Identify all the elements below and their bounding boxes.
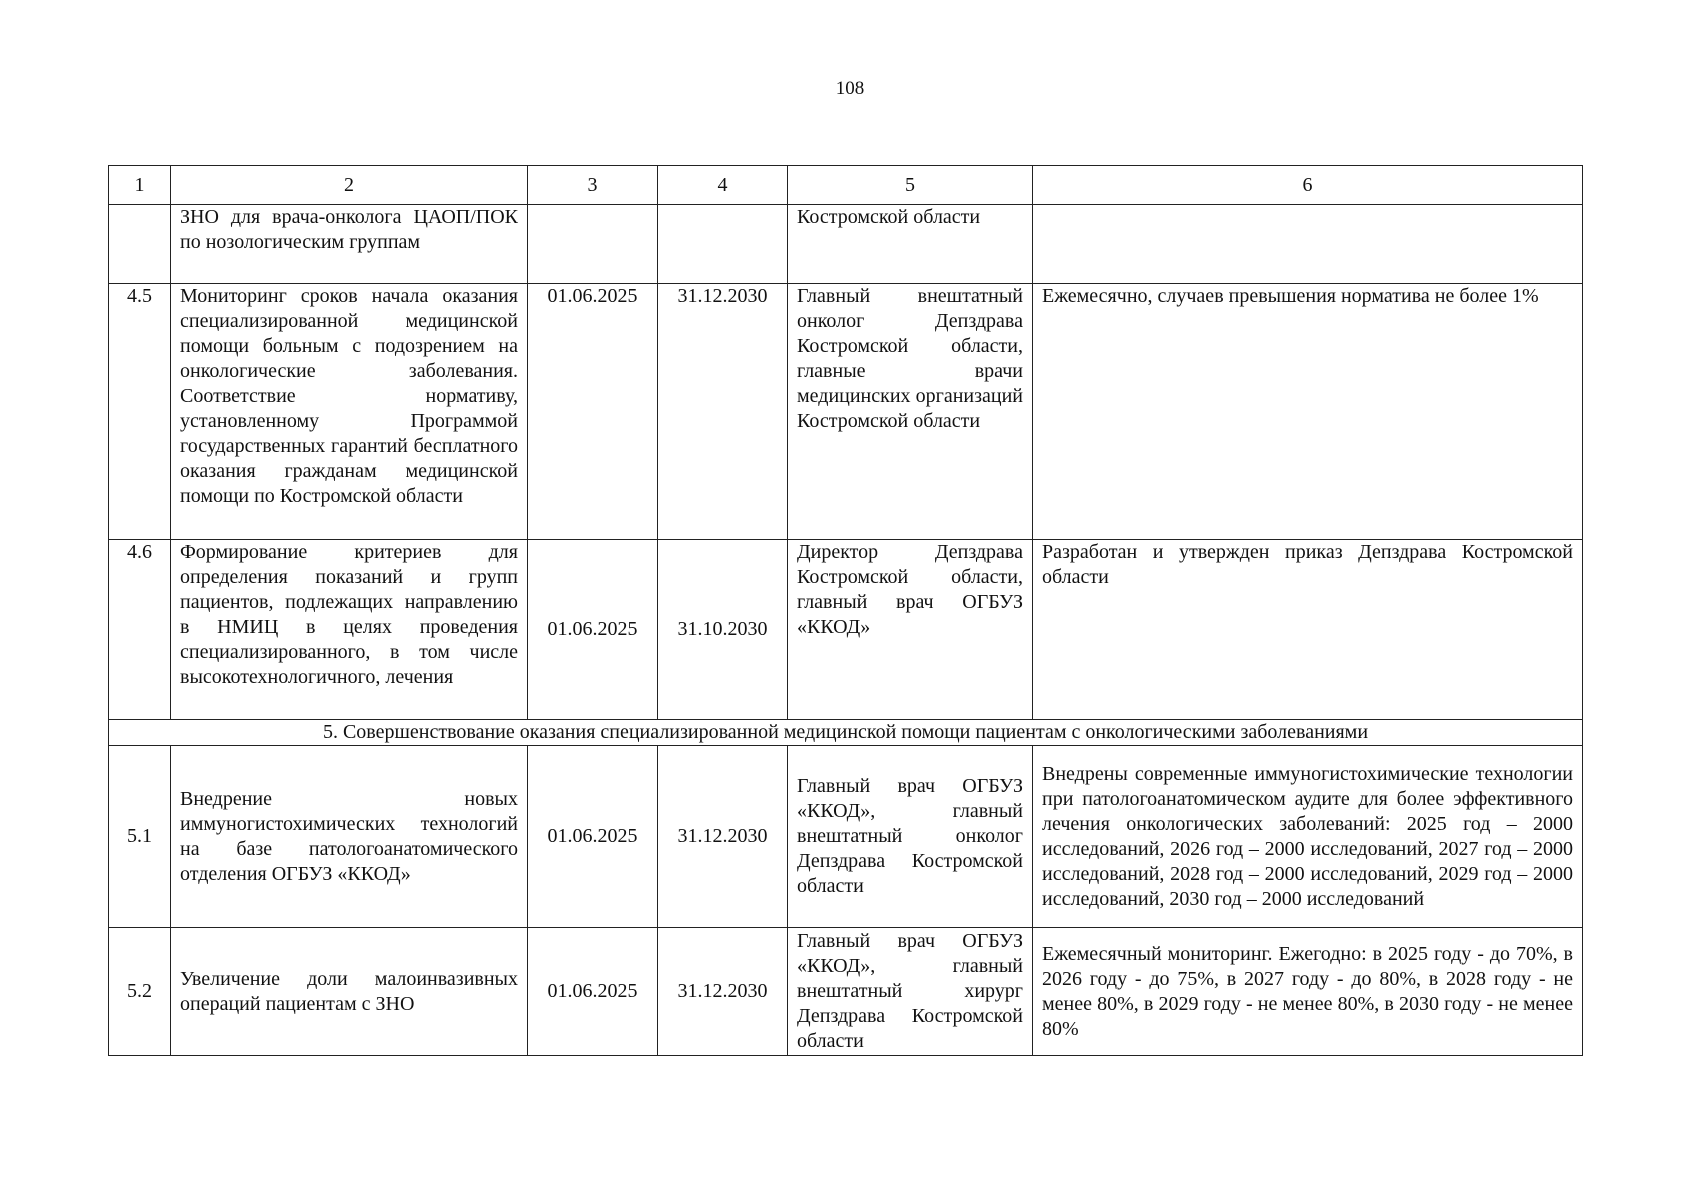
task-cell: ЗНО для врача-онколога ЦАОП/ПОК по нозологическим группам bbox=[171, 205, 528, 284]
table-row bbox=[109, 205, 1583, 284]
row-number: 5.2 bbox=[109, 928, 171, 1056]
end-date-cell: 31.12.2030 bbox=[658, 928, 788, 1056]
task-cell: Внедрение новых иммуногистохимических технологий на базе патологоанатомического отделения ОГБУЗ «ККОД» bbox=[171, 746, 528, 928]
end-date-cell: 31.12.2030 bbox=[658, 284, 788, 540]
column-header: 2 bbox=[171, 166, 528, 205]
result-cell bbox=[1033, 205, 1583, 284]
responsible-cell: Главный внештатный онколог Депздрава Костромской области, главные врачи медицинских организаций Костромской области bbox=[788, 284, 1033, 540]
start-date-cell bbox=[528, 205, 658, 284]
row-number: 4.6 bbox=[109, 540, 171, 720]
responsible-cell: Главный врач ОГБУЗ «ККОД», главный внештатный онколог Депздрава Костромской области bbox=[788, 746, 1033, 928]
table-row bbox=[109, 746, 1583, 928]
result-cell: Внедрены современные иммуногистохимические технологии при патологоанатомическом аудите для более эффективного лечения онкологических заболеваний: 2025 год – 2000 исследований, 2026 год – 2000 исследований, 2027 год – 2000 исследований, 2028 год – 2000 исследований, 2029 год – 2000 исследований, 2030 год – 2000 исследований bbox=[1033, 746, 1583, 928]
result-cell: Разработан и утвержден приказ Депздрава Костромской области bbox=[1033, 540, 1583, 720]
row-number bbox=[109, 205, 171, 284]
section-title: 5. Совершенствование оказания специализированной медицинской помощи пациентам с онкологическими заболеваниями bbox=[109, 720, 1583, 746]
end-date-cell: 31.12.2030 bbox=[658, 746, 788, 928]
page-number: 108 bbox=[835, 78, 865, 99]
start-date-cell: 01.06.2025 bbox=[528, 928, 658, 1056]
column-header: 3 bbox=[528, 166, 658, 205]
section-row bbox=[109, 720, 1583, 746]
column-header: 1 bbox=[109, 166, 171, 205]
column-header: 5 bbox=[788, 166, 1033, 205]
responsible-cell: Директор Депздрава Костромской области, главный врач ОГБУЗ «ККОД» bbox=[788, 540, 1033, 720]
end-date-cell bbox=[658, 205, 788, 284]
result-cell: Ежемесячный мониторинг. Ежегодно: в 2025 году - до 70%, в 2026 году - до 75%, в 2027 году - до 80%, в 2028 году - не менее 80%, в 2029 году - не менее 80%, в 2030 году - не менее 80% bbox=[1033, 928, 1583, 1056]
column-header: 4 bbox=[658, 166, 788, 205]
start-date-cell: 01.06.2025 bbox=[528, 284, 658, 540]
responsible-cell: Костромской области bbox=[788, 205, 1033, 284]
result-cell: Ежемесячно, случаев превышения норматива не более 1% bbox=[1033, 284, 1583, 540]
end-date-cell: 31.10.2030 bbox=[658, 540, 788, 720]
column-number-row bbox=[109, 166, 1583, 205]
start-date-cell: 01.06.2025 bbox=[528, 540, 658, 720]
table-row bbox=[109, 540, 1583, 720]
table-row bbox=[109, 284, 1583, 540]
start-date-cell: 01.06.2025 bbox=[528, 746, 658, 928]
plan-table bbox=[108, 165, 1583, 1056]
responsible-cell: Главный врач ОГБУЗ «ККОД», главный внештатный хирург Депздрава Костромской области bbox=[788, 928, 1033, 1056]
task-cell: Увеличение доли малоинвазивных операций пациентам с ЗНО bbox=[171, 928, 528, 1056]
row-number: 4.5 bbox=[109, 284, 171, 540]
row-number: 5.1 bbox=[109, 746, 171, 928]
column-header: 6 bbox=[1033, 166, 1583, 205]
task-cell: Мониторинг сроков начала оказания специализированной медицинской помощи больным с подозрением на онкологические заболевания. Соответствие нормативу, установленному Программой государственных гарантий бесплатного оказания гражданам медицинской помощи по Костромской области bbox=[171, 284, 528, 540]
table-row bbox=[109, 928, 1583, 1056]
task-cell: Формирование критериев для определения показаний и групп пациентов, подлежащих направлению в НМИЦ в целях проведения специализированного, в том числе высокотехнологичного, лечения bbox=[171, 540, 528, 720]
